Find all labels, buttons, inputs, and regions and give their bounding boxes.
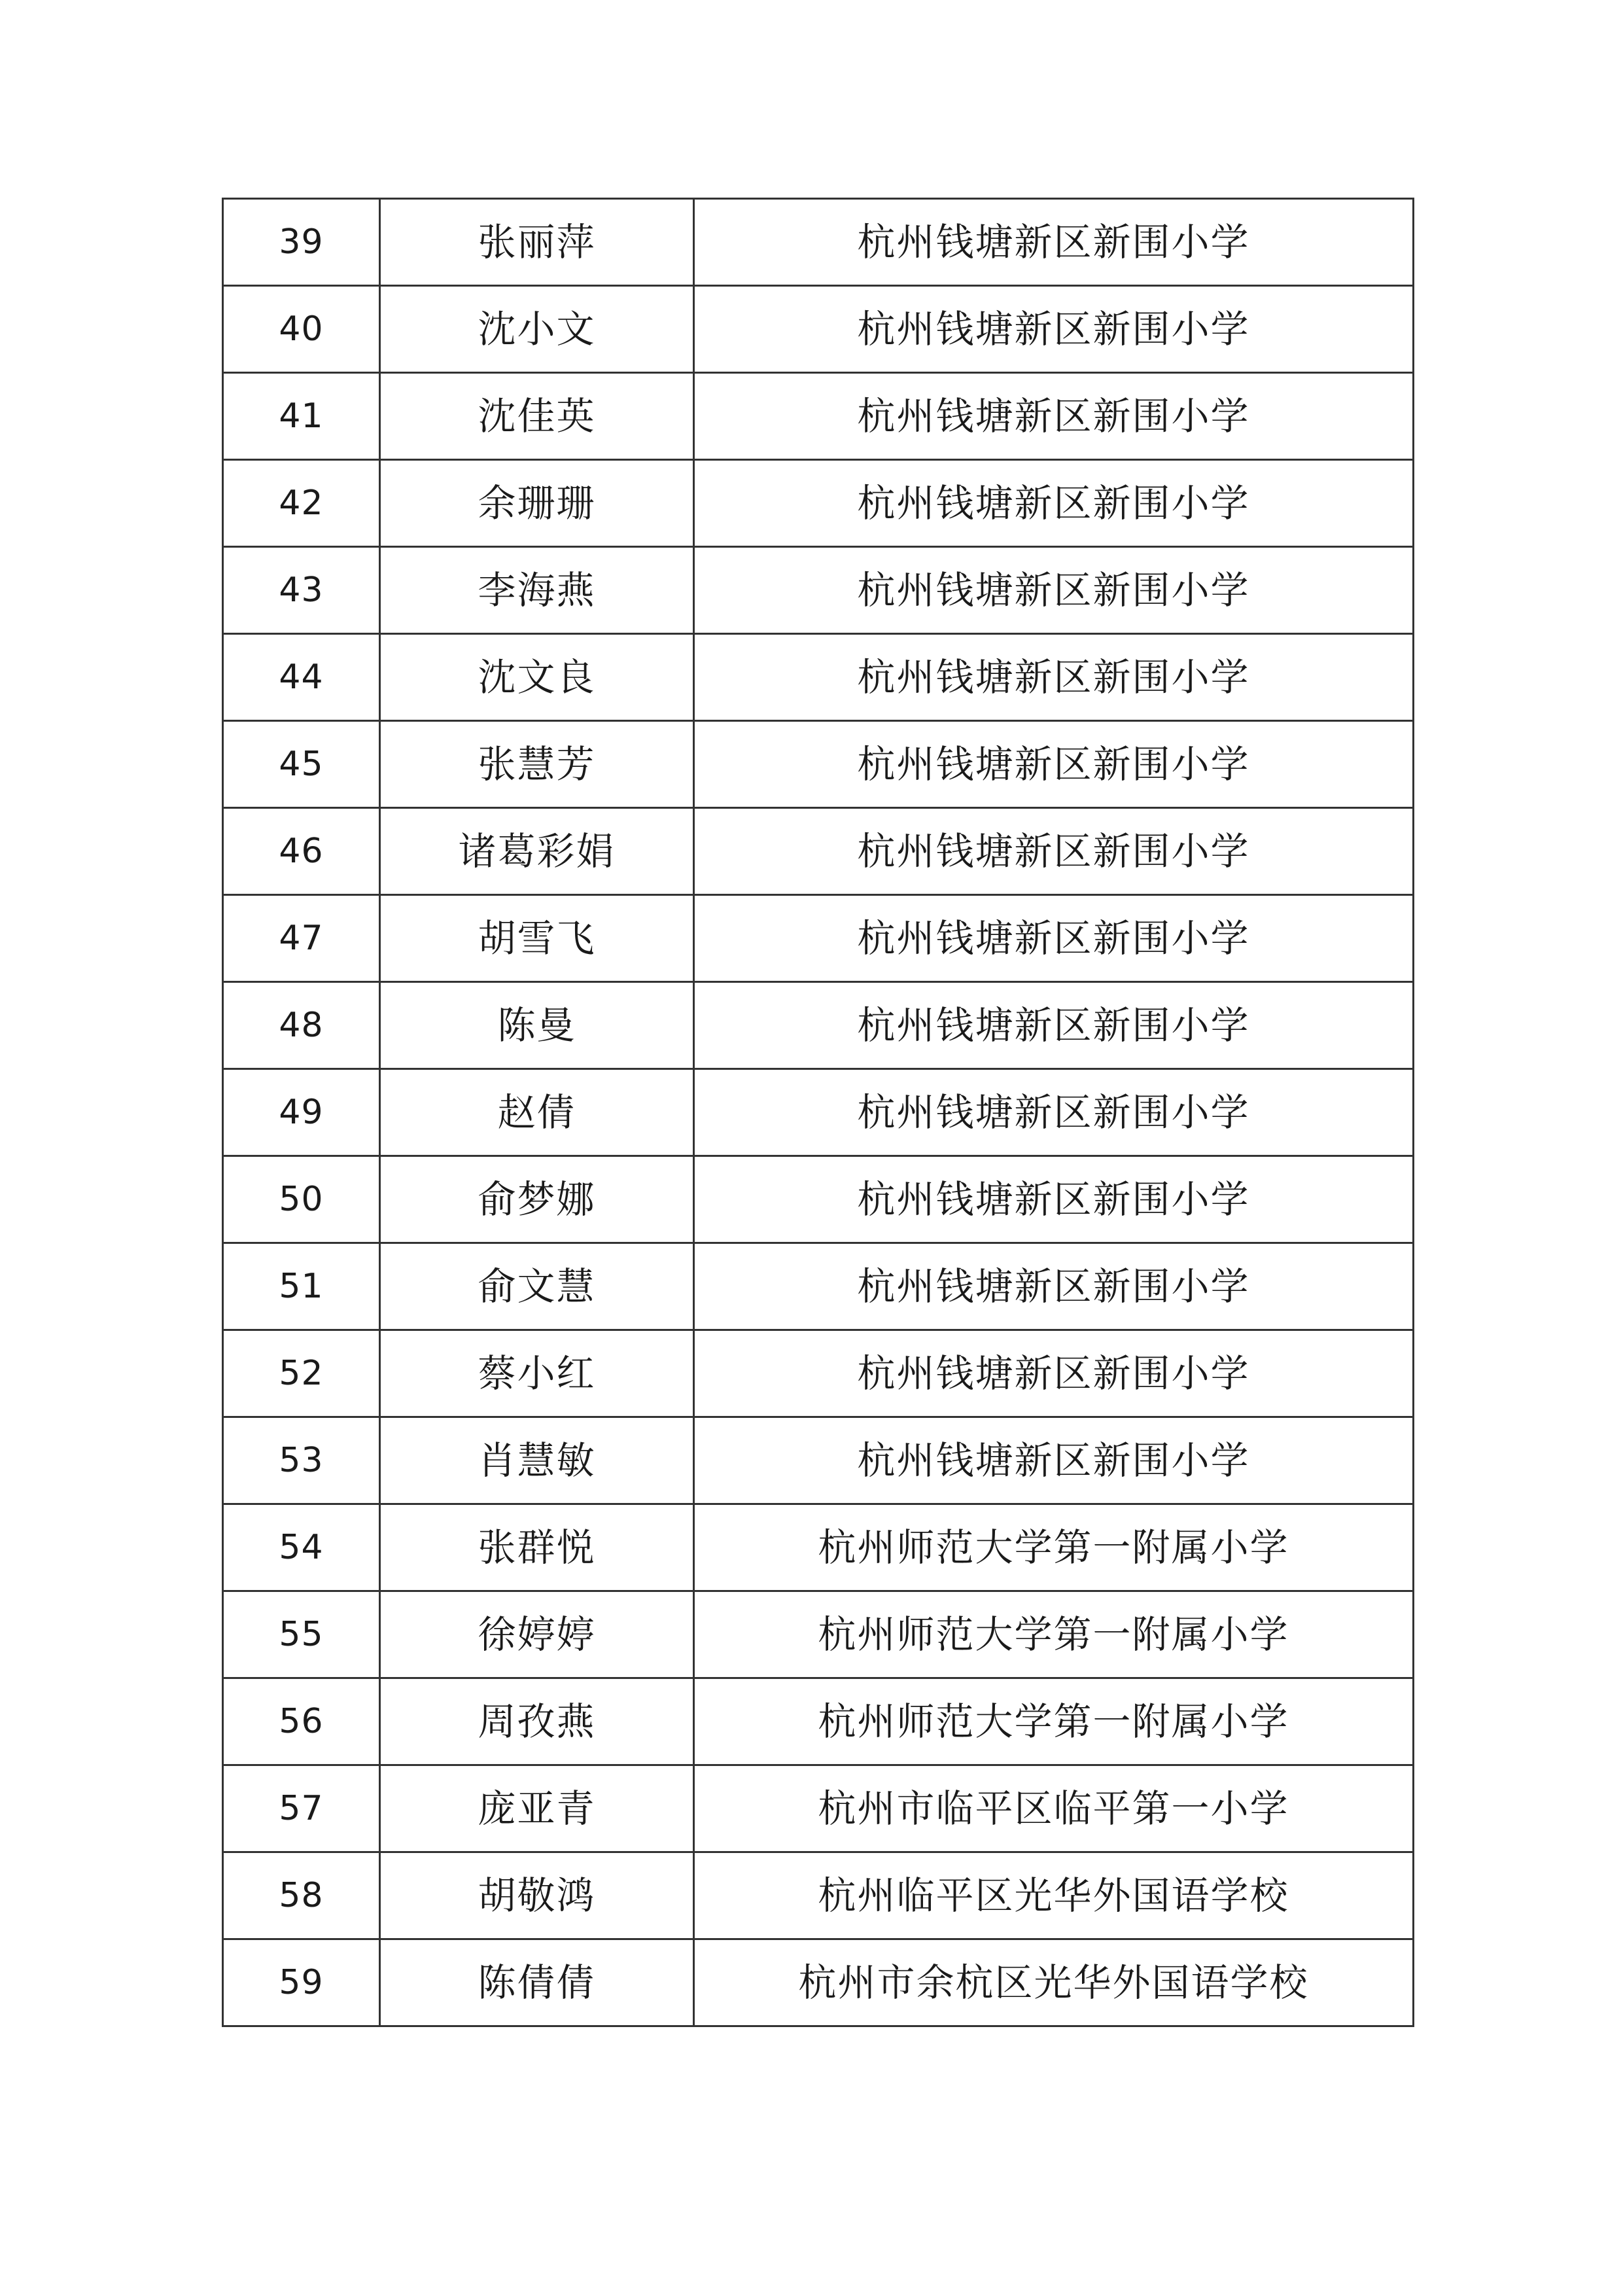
table-row — [223, 982, 1414, 1069]
person-name-cell: 沈文良 — [380, 634, 694, 721]
table-row — [223, 721, 1414, 808]
table-row — [223, 286, 1414, 373]
row-number-cell: 46 — [223, 808, 380, 895]
row-number-cell: 59 — [223, 1939, 380, 2026]
person-name-cell: 张群悦 — [380, 1504, 694, 1591]
row-number-cell: 57 — [223, 1765, 380, 1852]
row-number-cell: 49 — [223, 1069, 380, 1156]
row-number-cell: 43 — [223, 547, 380, 634]
row-number-cell: 47 — [223, 895, 380, 982]
table-row — [223, 373, 1414, 460]
school-name-cell: 杭州钱塘新区新围小学 — [694, 1330, 1414, 1417]
table-row — [223, 1852, 1414, 1939]
table-row — [223, 547, 1414, 634]
table-row — [223, 1765, 1414, 1852]
table-row — [223, 1417, 1414, 1504]
person-name-cell: 蔡小红 — [380, 1330, 694, 1417]
school-name-cell: 杭州临平区光华外国语学校 — [694, 1852, 1414, 1939]
row-number-cell: 42 — [223, 460, 380, 547]
row-number-cell: 48 — [223, 982, 380, 1069]
school-name-cell: 杭州市余杭区光华外国语学校 — [694, 1939, 1414, 2026]
person-name-cell: 陈曼 — [380, 982, 694, 1069]
person-name-cell: 沈佳英 — [380, 373, 694, 460]
school-name-cell: 杭州市临平区临平第一小学 — [694, 1765, 1414, 1852]
school-name-cell: 杭州钱塘新区新围小学 — [694, 199, 1414, 286]
person-name-cell: 陈倩倩 — [380, 1939, 694, 2026]
table-row — [223, 1504, 1414, 1591]
person-name-cell: 庞亚青 — [380, 1765, 694, 1852]
person-name-cell: 胡敬鸿 — [380, 1852, 694, 1939]
table-row — [223, 808, 1414, 895]
table-row — [223, 1591, 1414, 1678]
school-name-cell: 杭州钱塘新区新围小学 — [694, 808, 1414, 895]
person-name-cell: 俞梦娜 — [380, 1156, 694, 1243]
table-row — [223, 1156, 1414, 1243]
roster-table — [222, 198, 1414, 2027]
table-row — [223, 199, 1414, 286]
roster-table-body — [223, 199, 1414, 2026]
school-name-cell: 杭州钱塘新区新围小学 — [694, 1069, 1414, 1156]
person-name-cell: 李海燕 — [380, 547, 694, 634]
table-row — [223, 1069, 1414, 1156]
person-name-cell: 余珊珊 — [380, 460, 694, 547]
school-name-cell: 杭州钱塘新区新围小学 — [694, 547, 1414, 634]
table-row — [223, 895, 1414, 982]
school-name-cell: 杭州钱塘新区新围小学 — [694, 1243, 1414, 1330]
table-row — [223, 1243, 1414, 1330]
person-name-cell: 诸葛彩娟 — [380, 808, 694, 895]
school-name-cell: 杭州钱塘新区新围小学 — [694, 1156, 1414, 1243]
school-name-cell: 杭州钱塘新区新围小学 — [694, 460, 1414, 547]
person-name-cell: 张慧芳 — [380, 721, 694, 808]
school-name-cell: 杭州钱塘新区新围小学 — [694, 1417, 1414, 1504]
table-row — [223, 1678, 1414, 1765]
school-name-cell: 杭州钱塘新区新围小学 — [694, 982, 1414, 1069]
row-number-cell: 50 — [223, 1156, 380, 1243]
row-number-cell: 54 — [223, 1504, 380, 1591]
row-number-cell: 44 — [223, 634, 380, 721]
person-name-cell: 徐婷婷 — [380, 1591, 694, 1678]
person-name-cell: 俞文慧 — [380, 1243, 694, 1330]
table-row — [223, 634, 1414, 721]
row-number-cell: 55 — [223, 1591, 380, 1678]
person-name-cell: 胡雪飞 — [380, 895, 694, 982]
school-name-cell: 杭州钱塘新区新围小学 — [694, 373, 1414, 460]
table-row — [223, 460, 1414, 547]
table-row — [223, 1939, 1414, 2026]
person-name-cell: 张丽萍 — [380, 199, 694, 286]
row-number-cell: 56 — [223, 1678, 380, 1765]
row-number-cell: 58 — [223, 1852, 380, 1939]
row-number-cell: 39 — [223, 199, 380, 286]
person-name-cell: 赵倩 — [380, 1069, 694, 1156]
school-name-cell: 杭州钱塘新区新围小学 — [694, 721, 1414, 808]
school-name-cell: 杭州钱塘新区新围小学 — [694, 895, 1414, 982]
row-number-cell: 51 — [223, 1243, 380, 1330]
row-number-cell: 41 — [223, 373, 380, 460]
row-number-cell: 45 — [223, 721, 380, 808]
school-name-cell: 杭州师范大学第一附属小学 — [694, 1591, 1414, 1678]
person-name-cell: 沈小文 — [380, 286, 694, 373]
school-name-cell: 杭州钱塘新区新围小学 — [694, 634, 1414, 721]
table-row — [223, 1330, 1414, 1417]
row-number-cell: 53 — [223, 1417, 380, 1504]
school-name-cell: 杭州师范大学第一附属小学 — [694, 1678, 1414, 1765]
person-name-cell: 周孜燕 — [380, 1678, 694, 1765]
row-number-cell: 52 — [223, 1330, 380, 1417]
school-name-cell: 杭州师范大学第一附属小学 — [694, 1504, 1414, 1591]
row-number-cell: 40 — [223, 286, 380, 373]
school-name-cell: 杭州钱塘新区新围小学 — [694, 286, 1414, 373]
person-name-cell: 肖慧敏 — [380, 1417, 694, 1504]
